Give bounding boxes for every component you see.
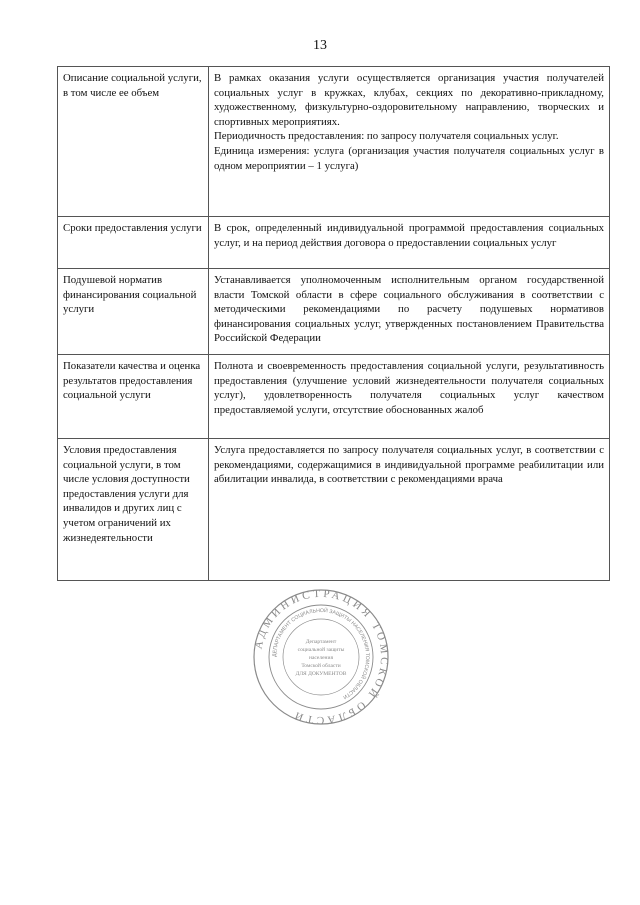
paragraph: В срок, определенный индивидуальной программой предоставления социальных услуг, и на период действия договора о предоставлении социальных услуг [214, 222, 604, 249]
stamp-center-line: Томской области [301, 663, 341, 669]
service-table [57, 66, 610, 581]
paragraph: Устанавливается уполномоченным исполнительным органом государственной власти Томской области в сфере социального обслуживания в соответствии с методическими рекомендациями по расчету подушевых нормативов финансирования социальных услуг, утвержденных постановлением Правительства Российской Федерации [214, 274, 604, 345]
row-value [209, 67, 610, 217]
row-value [209, 269, 610, 355]
stamp-center-line: Департамент [305, 639, 337, 645]
paragraph: В рамках оказания услуги осуществляется организация участия получателей социальных услуг в кружках, клубах, секциях по декоративно-прикладному, художественному, физкультурно-оздоровительному направлению, творческих и спортивных мероприятиях. [214, 72, 604, 128]
table-row [58, 217, 610, 269]
stamp-center-line: населения [309, 655, 333, 661]
table-row [58, 439, 610, 581]
paragraph: Единица измерения: услуга (организация участия получателя социальных услуг в одном мероприятии – 1 услуга) [214, 144, 604, 172]
row-label: Условия предоставления социальной услуги, в том числе условия доступности предоставления услуги для инвалидов и других лиц с учетом ограничений их жизнедеятельности [58, 439, 209, 581]
row-value [209, 355, 610, 439]
page-number: 13 [313, 38, 327, 53]
stamp-outer-text: АДМИНИСТРАЦИЯ ТОМСКОЙ ОБЛАСТИ [252, 588, 390, 726]
row-value [209, 439, 610, 581]
stamp-inner-ring-text: ДЕПАРТАМЕНТ СОЦИАЛЬНОЙ ЗАЩИТЫ НАСЕЛЕНИЯ ТОМСКОЙ ОБЛАСТИ [271, 607, 371, 700]
row-label: Описание социальной услуги, в том числе ее объем [58, 67, 209, 217]
table-row [58, 355, 610, 439]
paragraph: Услуга предоставляется по запросу получателя социальных услуг, в соответствии с рекомендациями, содержащимися в индивидуальной программе реабилитации или абилитации инвалида, в соответствии с рекомендациями врача [214, 444, 604, 486]
paragraph: Полнота и своевременность предоставления социальной услуги, результативность предоставления (улучшение условий жизнедеятельности получателя социальных услуг), удовлетворенность получателя социальных услуг качеством предоставляемой услуги, отсутствие обоснованных жалоб [214, 360, 604, 416]
row-label: Подушевой норматив финансирования социальной услуги [58, 269, 209, 355]
stamp-center-line: социальной защиты [297, 647, 345, 653]
paragraph: Периодичность предоставления: по запросу получателя социальных услуг. [214, 130, 559, 143]
row-label: Сроки предоставления услуги [58, 217, 209, 269]
row-value [209, 217, 610, 269]
table-row [58, 269, 610, 355]
official-stamp [252, 588, 390, 726]
row-label: Показатели качества и оценка результатов предоставления социальной услуги [58, 355, 209, 439]
table-row [58, 67, 610, 217]
stamp-center-line: ДЛЯ ДОКУМЕНТОВ [295, 671, 347, 677]
